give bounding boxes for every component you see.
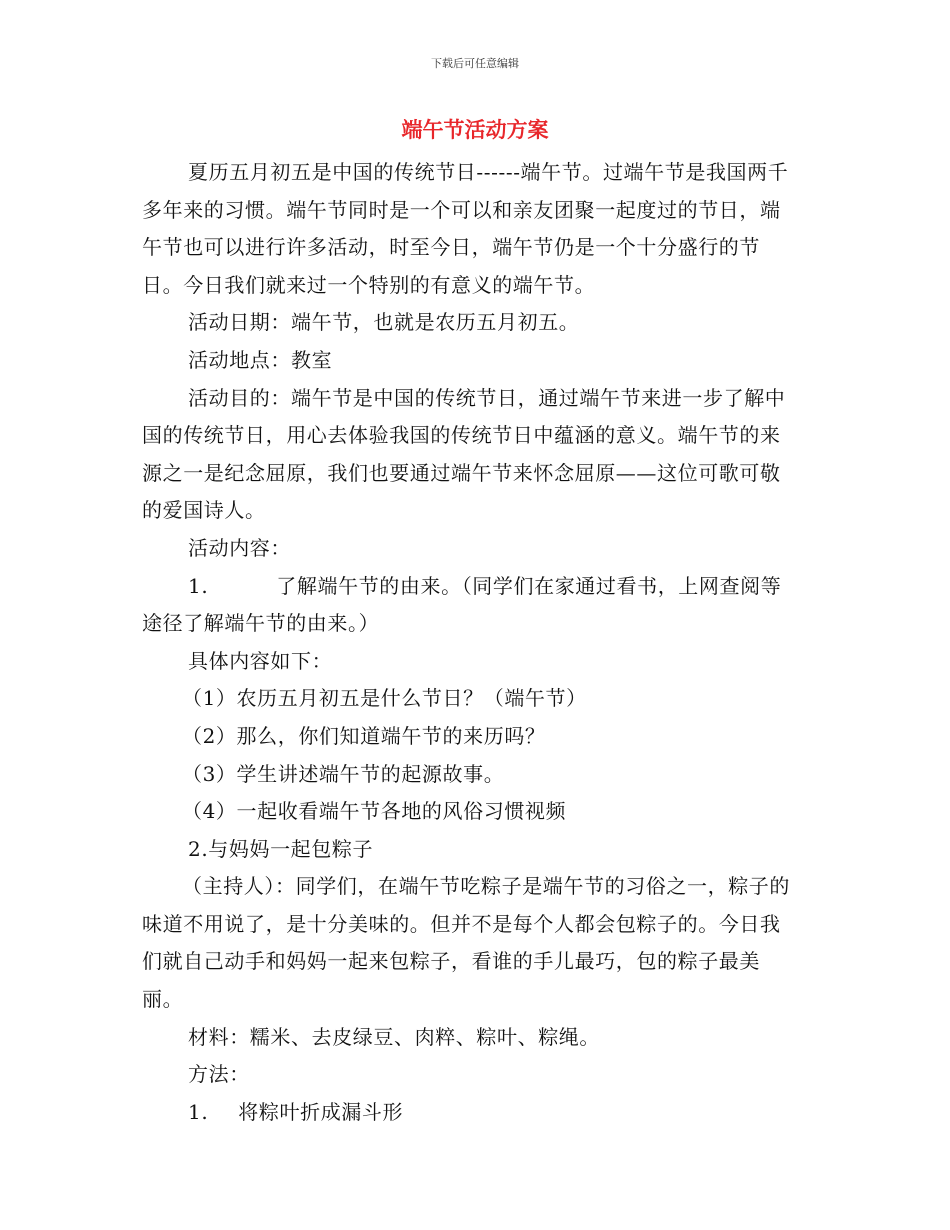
date-line: 活动日期：端午节，也就是农历五月初五。 (188, 310, 580, 335)
method-step-1 (142, 1094, 798, 1132)
item-1 (142, 568, 798, 643)
detail-item: （3）学生讲述端午节的起源故事。 (182, 761, 505, 786)
method-step-1-number: 1. (188, 1099, 209, 1124)
item-1-text: 了解端午节的由来。（同学们在家通过看书，上网查阅等途径了解端午节的由来。） (142, 573, 782, 636)
details-heading: 具体内容如下： (188, 648, 333, 673)
host-speech: （主持人）：同学们，在端午节吃粽子是端午节的习俗之一，粽子的味道不用说了，是十分美味的。但并不是每个人都会包粽子的。今日我们就自己动手和妈妈一起来包粽子，看谁的手儿最巧，包的粽子最美丽。 (142, 874, 790, 1012)
document-body (142, 154, 798, 1131)
intro-paragraph: 夏历五月初五是中国的传统节日------端午节。过端午节是我国两千多年来的习惯。端午节同时是一个可以和亲友团聚一起度过的节日，端午节也可以进行许多活动，时至今日，端午节仍是一个十分盛行的节日。今日我们就来过一个特别的有意义的端午节。 (142, 160, 789, 297)
item-2: 2.与妈妈一起包粽子 (188, 836, 374, 861)
place-line: 活动地点：教室 (188, 347, 333, 372)
detail-item: （1）农历五月初五是什么节日？（端午节） (182, 686, 587, 711)
document-title: 端午节活动方案 (401, 118, 549, 142)
detail-item: （2）那么，你们知道端午节的来历吗？ (182, 723, 546, 748)
method-step-1-text: 将粽叶折成漏斗形 (238, 1099, 404, 1124)
detail-item: （4）一起收看端午节各地的风俗习惯视频 (182, 799, 567, 824)
method-heading: 方法： (188, 1062, 250, 1087)
materials-line: 材料：糯米、去皮绿豆、肉粹、粽叶、粽绳。 (188, 1024, 600, 1049)
content-heading: 活动内容： (188, 535, 291, 560)
purpose-paragraph: 活动目的：端午节是中国的传统节日，通过端午节来进一步了解中国的传统节日，用心去体验我国的传统节日中蕴涵的意义。端午节的来源之一是纪念屈原，我们也要通过端午节来怀念屈原——这位可歌可敬的爱国诗人。 (142, 385, 786, 523)
item-1-number: 1. (188, 573, 209, 598)
header-note: 下载后可任意编辑 (431, 57, 519, 70)
